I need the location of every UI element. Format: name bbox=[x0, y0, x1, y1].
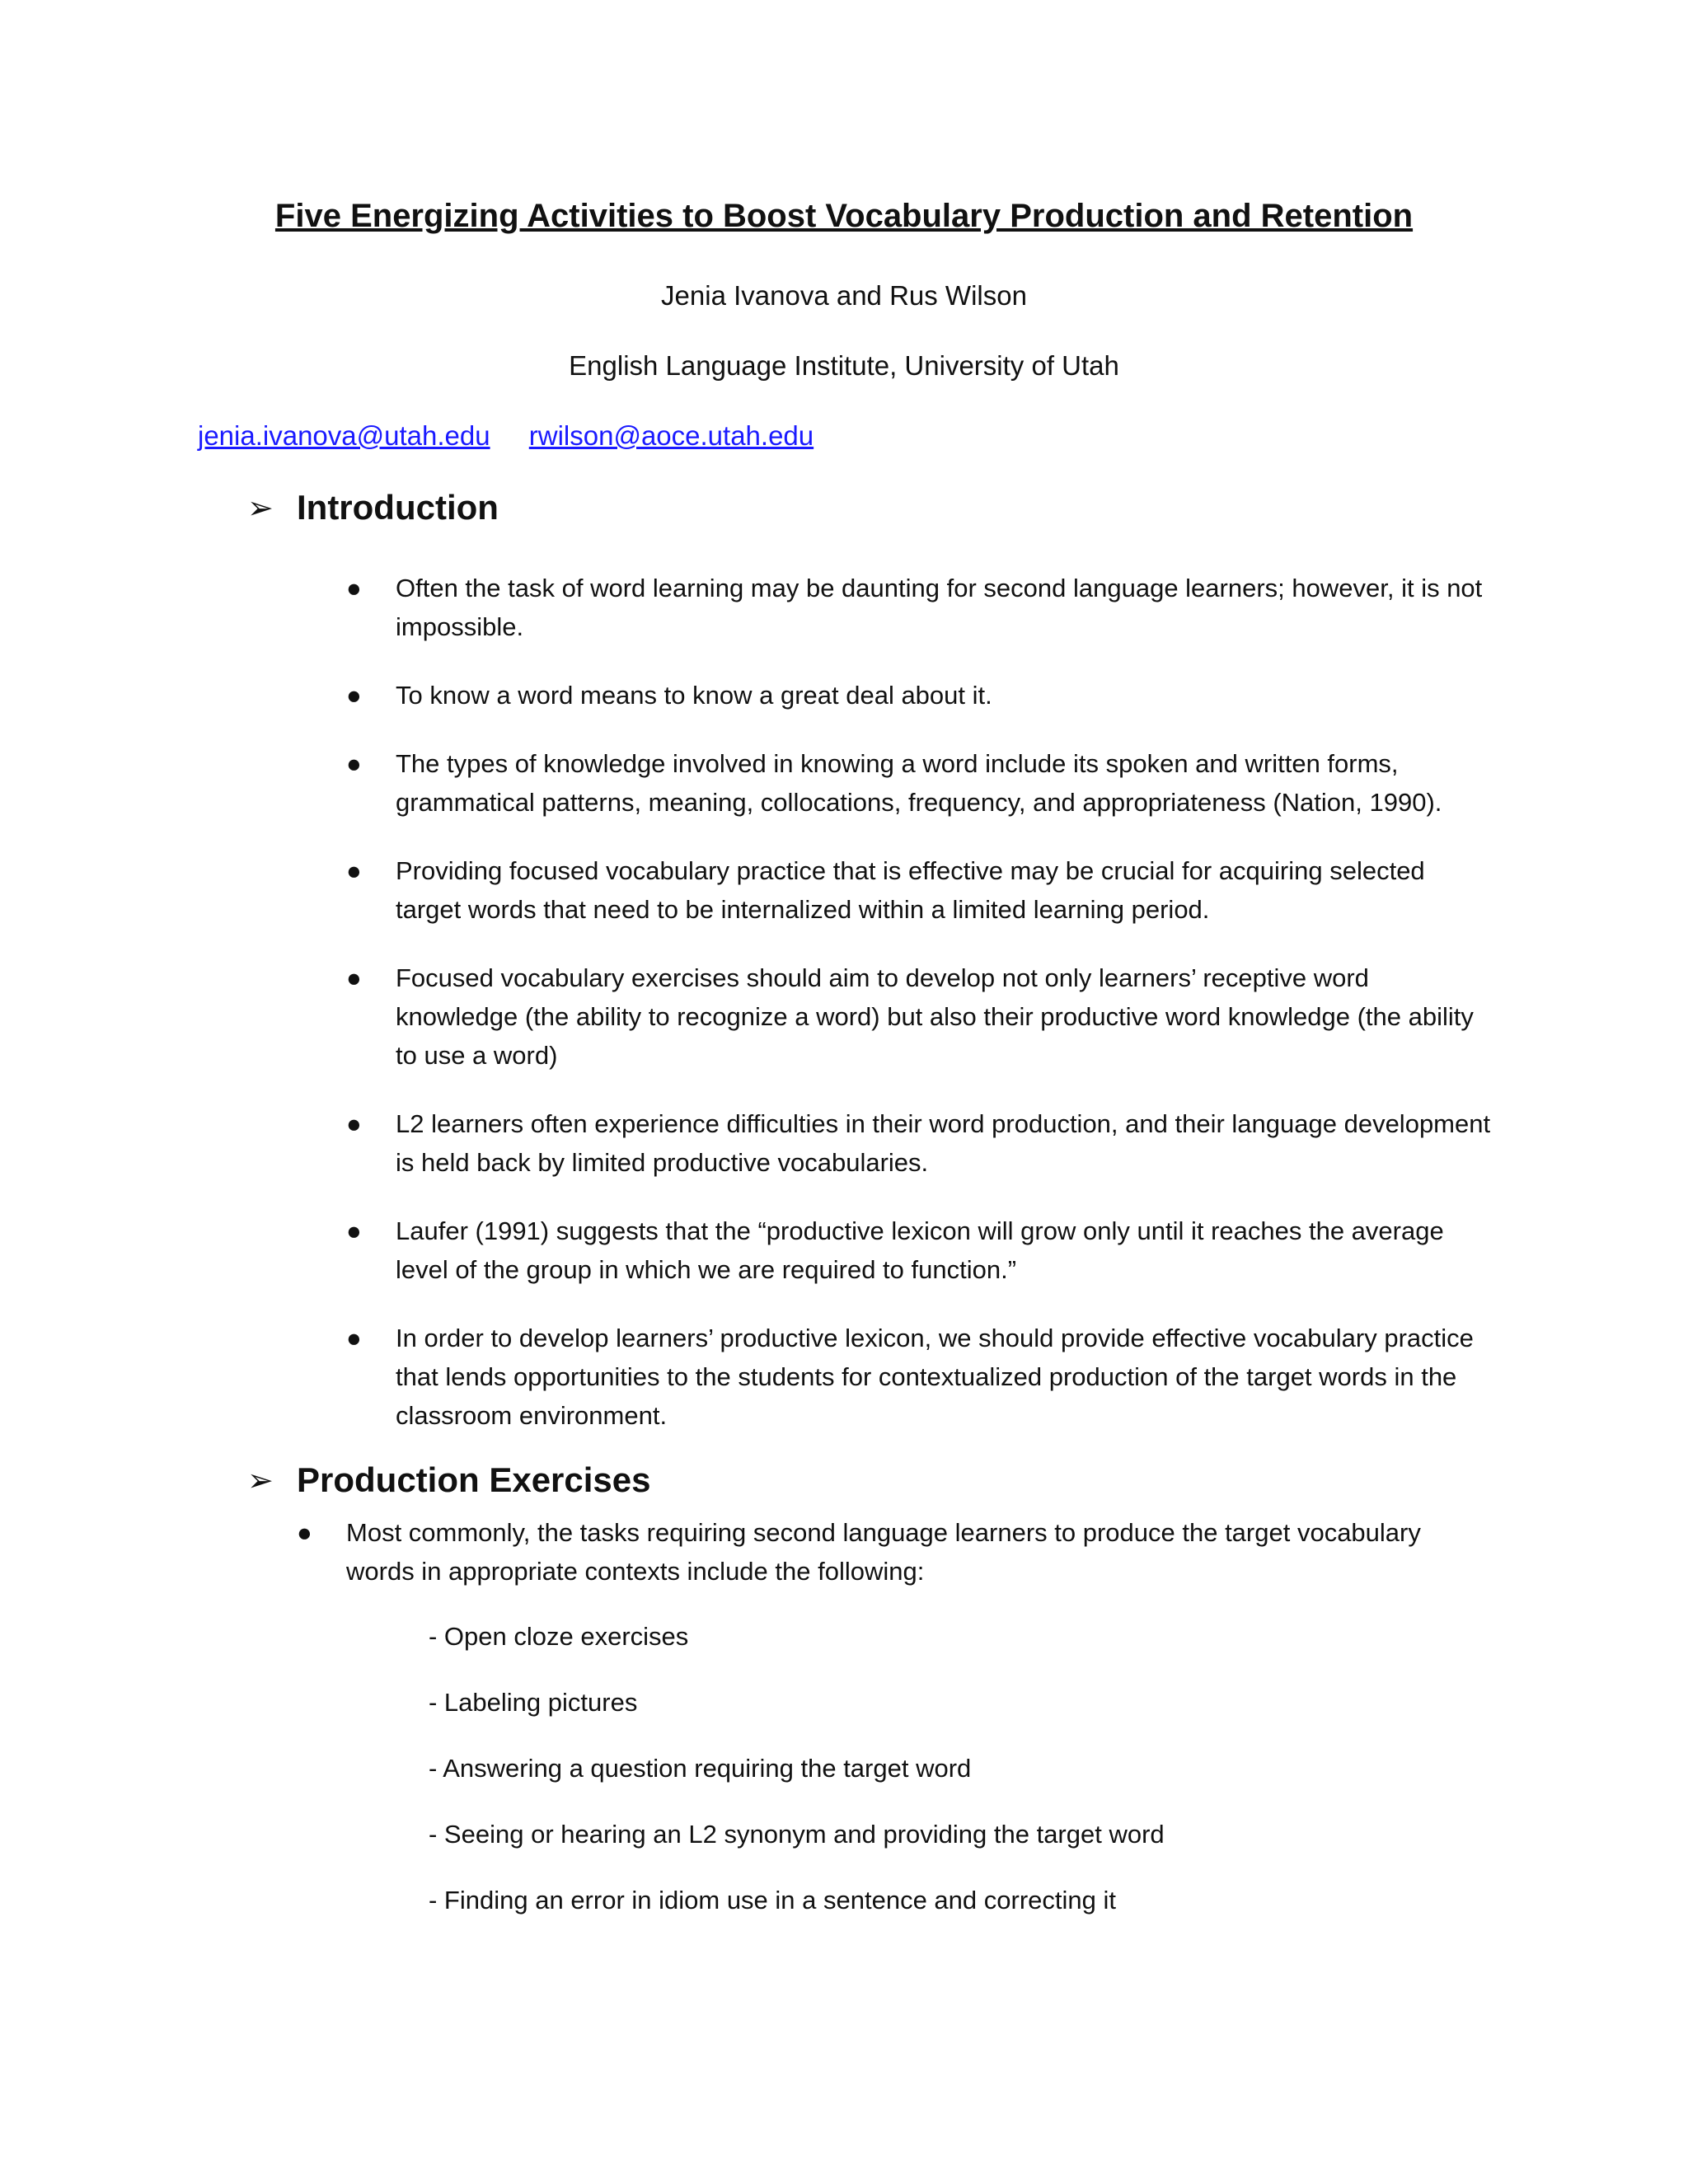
introduction-bullet-list bbox=[346, 569, 1492, 1465]
bullet-dot-icon: ● bbox=[346, 1216, 362, 1245]
list-item: - Seeing or hearing an L2 synonym and providing the target word bbox=[429, 1820, 1165, 1849]
bullet-dot-icon: ● bbox=[346, 856, 362, 885]
arrow-bullet-icon: ➢ bbox=[247, 1463, 274, 1498]
list-item: ● Providing focused vocabulary practice that is effective may be crucial for acquiring selected target words that need to be internalized within a limited learning period. bbox=[396, 851, 1492, 929]
email-links bbox=[198, 420, 845, 452]
section-heading-label: Production Exercises bbox=[297, 1460, 651, 1499]
document-title: Five Energizing Activities to Boost Vocabulary Production and Retention bbox=[274, 198, 1414, 234]
bullet-dot-icon: ● bbox=[346, 1109, 362, 1138]
list-item: - Finding an error in idiom use in a sentence and correcting it bbox=[429, 1886, 1116, 1915]
production-bullet-list bbox=[297, 1513, 1442, 1591]
list-item: ● Most commonly, the tasks requiring second language learners to produce the target vocabulary words in appropriate contexts include the following: bbox=[346, 1513, 1442, 1591]
list-item: ● Often the task of word learning may be daunting for second language learners; however, it is not impossible. bbox=[396, 569, 1492, 646]
bullet-dot-icon: ● bbox=[346, 963, 362, 992]
list-item: - Answering a question requiring the target word bbox=[429, 1754, 972, 1783]
list-item: ● L2 learners often experience difficulties in their word production, and their language development is held back by limited productive vocabularies. bbox=[396, 1104, 1492, 1182]
email-link-ivanova[interactable]: jenia.ivanova@utah.edu bbox=[198, 420, 490, 451]
bullet-dot-icon: ● bbox=[346, 574, 362, 602]
bullet-dot-icon: ● bbox=[346, 749, 362, 778]
list-item: ● Laufer (1991) suggests that the “productive lexicon will grow only until it reaches the average level of the group in which we are required to function.” bbox=[396, 1212, 1492, 1289]
arrow-bullet-icon: ➢ bbox=[247, 490, 274, 526]
list-item: ● To know a word means to know a great deal about it. bbox=[396, 676, 1492, 715]
section-heading-introduction bbox=[247, 488, 499, 527]
list-item: ● In order to develop learners’ productive lexicon, we should provide effective vocabulary practice that lends opportunities to the students for contextualized production of the target words in the classroom environment. bbox=[396, 1319, 1492, 1435]
list-item: - Labeling pictures bbox=[429, 1688, 638, 1717]
section-heading-label: Introduction bbox=[297, 488, 499, 527]
production-exercise-list bbox=[429, 1617, 1165, 1947]
section-heading-production-exercises bbox=[247, 1460, 651, 1500]
authors-line: Jenia Ivanova and Rus Wilson bbox=[661, 280, 1027, 311]
bullet-dot-icon: ● bbox=[346, 681, 362, 710]
list-item: - Open cloze exercises bbox=[429, 1622, 689, 1651]
bullet-dot-icon: ● bbox=[346, 1324, 362, 1352]
list-item: ● Focused vocabulary exercises should aim to develop not only learners’ receptive word knowledge (the ability to recognize a word) but also their productive word knowledge (the ability to use a word) bbox=[396, 958, 1492, 1075]
email-link-wilson[interactable]: rwilson@aoce.utah.edu bbox=[528, 420, 814, 451]
list-item: ● The types of knowledge involved in knowing a word include its spoken and written forms, grammatical patterns, meaning, collocations, frequency, and appropriateness (Nation, 1990). bbox=[396, 744, 1492, 822]
bullet-dot-icon: ● bbox=[297, 1518, 312, 1547]
institute-line: English Language Institute, University of Utah bbox=[569, 350, 1119, 381]
